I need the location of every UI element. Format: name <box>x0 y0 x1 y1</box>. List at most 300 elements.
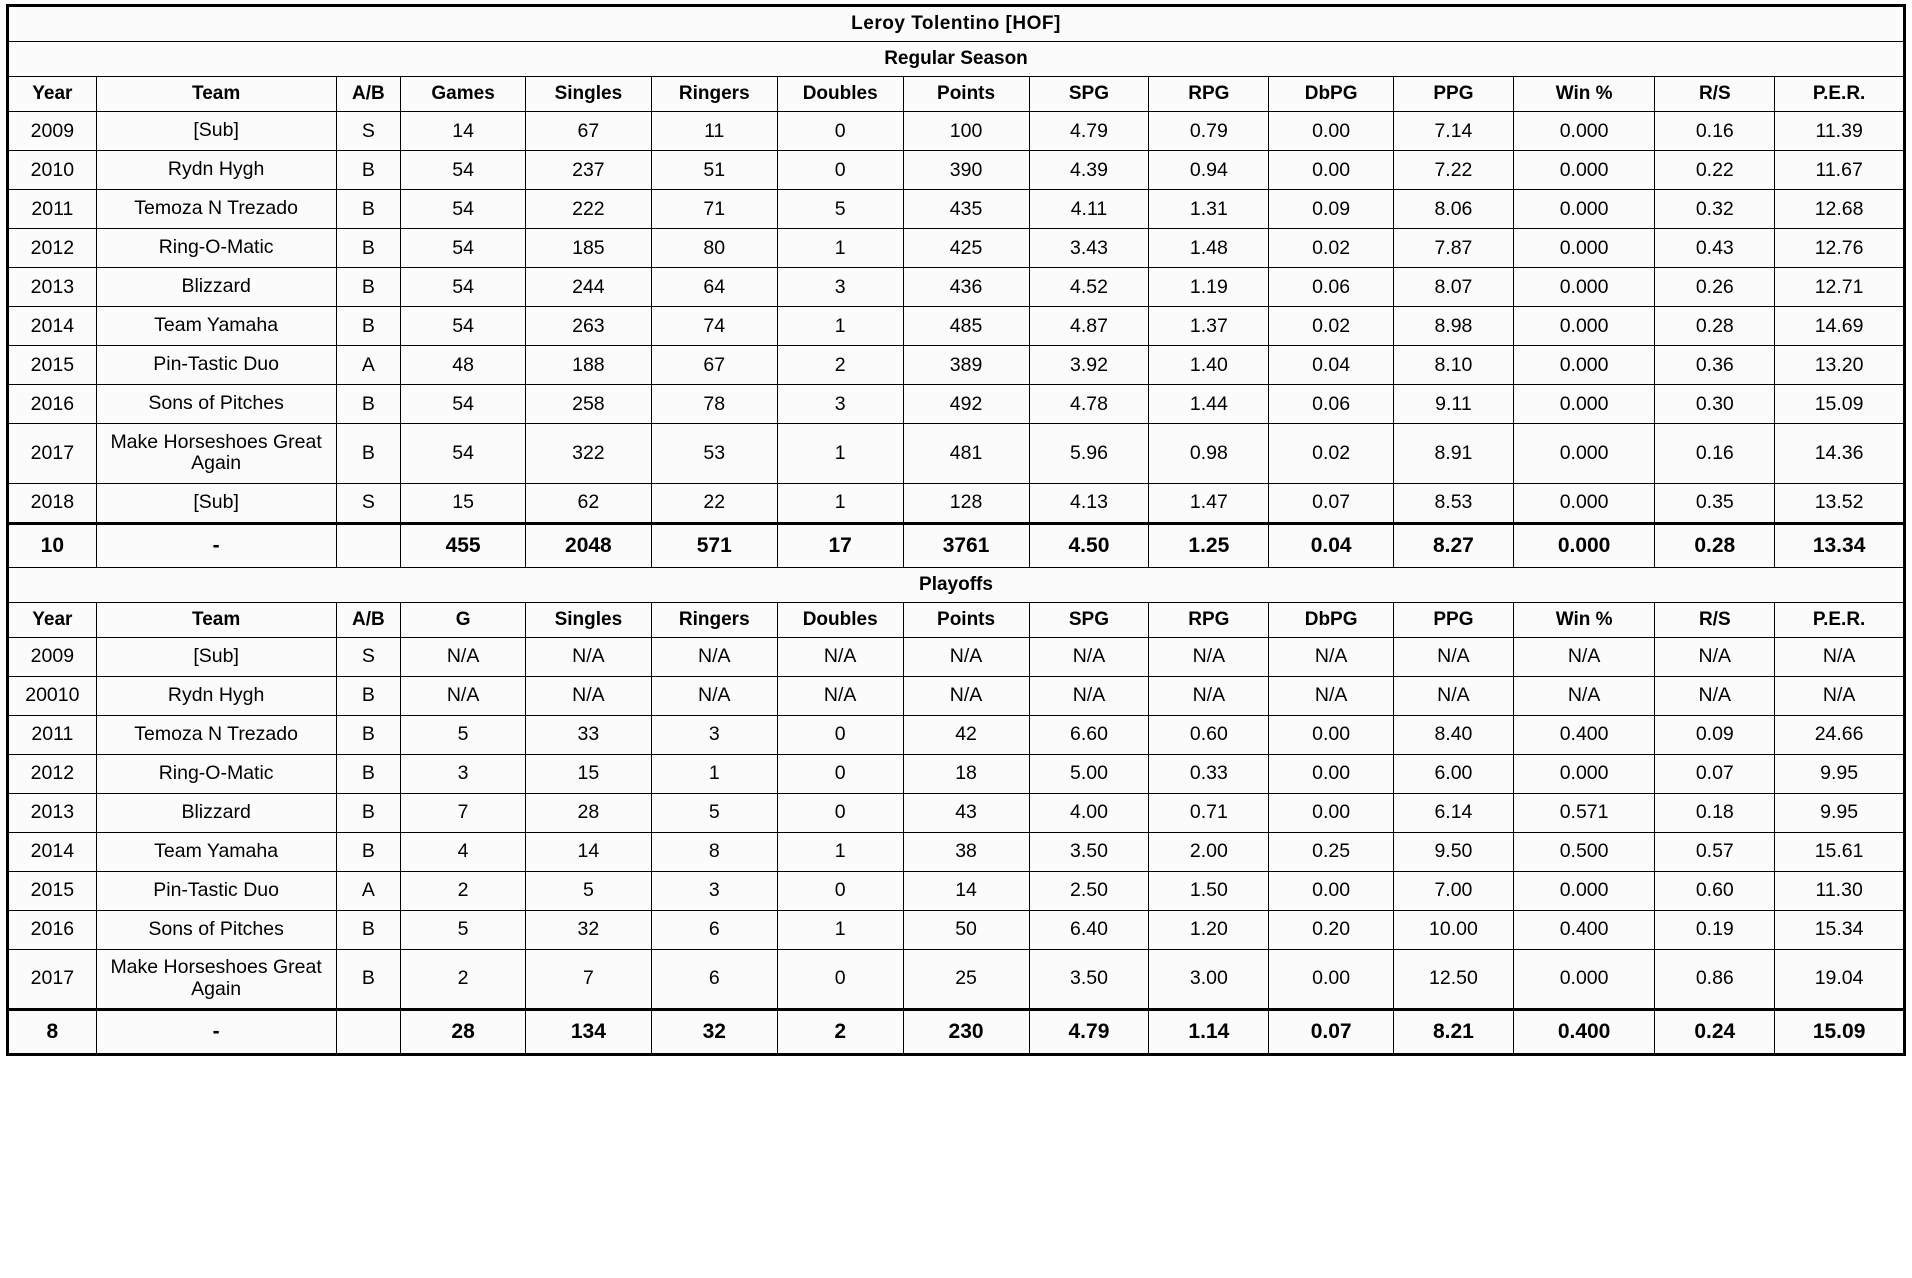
cell-stat: S <box>336 112 401 151</box>
cell-stat: 9.95 <box>1775 754 1905 793</box>
cell-total: 8.21 <box>1393 1010 1513 1055</box>
cell-stat: B <box>336 793 401 832</box>
cell-total: 0.28 <box>1655 523 1775 567</box>
cell-total: 571 <box>651 523 777 567</box>
table-row <box>8 229 1905 268</box>
cell-stat: 1.44 <box>1149 385 1269 424</box>
cell-stat: 1.48 <box>1149 229 1269 268</box>
cell-stat: 100 <box>903 112 1029 151</box>
table-row <box>8 385 1905 424</box>
cell-stat: 0.36 <box>1655 346 1775 385</box>
cell-stat: 1 <box>777 307 903 346</box>
cell-stat: N/A <box>525 676 651 715</box>
cell-stat: 485 <box>903 307 1029 346</box>
cell-stat: B <box>336 832 401 871</box>
cell-stat: 1 <box>777 910 903 949</box>
cell-stat: 8 <box>651 832 777 871</box>
cell-stat: 7.00 <box>1393 871 1513 910</box>
cell-stat: 0.000 <box>1513 346 1654 385</box>
cell-stat: 0.60 <box>1149 715 1269 754</box>
column-header: RPG <box>1149 77 1269 112</box>
column-header: P.E.R. <box>1775 77 1905 112</box>
cell-stat: 4.87 <box>1029 307 1149 346</box>
cell-stat: 12.76 <box>1775 229 1905 268</box>
cell-total: 2048 <box>525 523 651 567</box>
column-header-row <box>8 602 1905 637</box>
cell-stat: 4 <box>401 832 526 871</box>
cell-stat: 0.07 <box>1655 754 1775 793</box>
cell-total: 2 <box>777 1010 903 1055</box>
cell-total: - <box>96 1010 336 1055</box>
cell-total: 17 <box>777 523 903 567</box>
cell-stat: 0.04 <box>1269 346 1394 385</box>
cell-stat: 0.00 <box>1269 112 1394 151</box>
column-header: Games <box>401 77 526 112</box>
cell-stat: 0.16 <box>1655 112 1775 151</box>
cell-stat: 8.40 <box>1393 715 1513 754</box>
cell-stat: 4.79 <box>1029 112 1149 151</box>
cell-stat: 0.000 <box>1513 151 1654 190</box>
cell-year: 2011 <box>8 715 97 754</box>
cell-stat: 0.000 <box>1513 871 1654 910</box>
cell-year: 2013 <box>8 268 97 307</box>
cell-total: 455 <box>401 523 526 567</box>
cell-stat: 5.00 <box>1029 754 1149 793</box>
cell-stat: 3.92 <box>1029 346 1149 385</box>
cell-stat: 5.96 <box>1029 424 1149 484</box>
cell-stat: 5 <box>525 871 651 910</box>
cell-stat: 4.13 <box>1029 483 1149 523</box>
column-header: R/S <box>1655 77 1775 112</box>
cell-stat: 5 <box>401 910 526 949</box>
cell-stat: 53 <box>651 424 777 484</box>
cell-stat: 11 <box>651 112 777 151</box>
table-row <box>8 424 1905 484</box>
cell-total: 0.400 <box>1513 1010 1654 1055</box>
cell-stat: N/A <box>1655 637 1775 676</box>
cell-total: 230 <box>903 1010 1029 1055</box>
cell-stat: 24.66 <box>1775 715 1905 754</box>
cell-stat: N/A <box>651 637 777 676</box>
cell-total: 13.34 <box>1775 523 1905 567</box>
cell-stat: 128 <box>903 483 1029 523</box>
table-row <box>8 190 1905 229</box>
table-row <box>8 151 1905 190</box>
cell-stat: A <box>336 871 401 910</box>
column-header: Doubles <box>777 77 903 112</box>
cell-team: Rydn Hygh <box>96 151 336 190</box>
cell-stat: 0.28 <box>1655 307 1775 346</box>
cell-stat: N/A <box>1029 637 1149 676</box>
cell-stat: 9.50 <box>1393 832 1513 871</box>
cell-stat: 11.67 <box>1775 151 1905 190</box>
column-header: A/B <box>336 77 401 112</box>
cell-stat: 3 <box>651 871 777 910</box>
cell-stat: 32 <box>525 910 651 949</box>
cell-stat: 425 <box>903 229 1029 268</box>
cell-stat: 48 <box>401 346 526 385</box>
cell-stat: 0 <box>777 871 903 910</box>
table-row <box>8 307 1905 346</box>
cell-stat: 1 <box>777 424 903 484</box>
cell-stat: N/A <box>903 637 1029 676</box>
cell-stat: 0.19 <box>1655 910 1775 949</box>
cell-stat: 67 <box>525 112 651 151</box>
cell-stat: 0.02 <box>1269 424 1394 484</box>
cell-stat: N/A <box>1655 676 1775 715</box>
cell-stat: N/A <box>651 676 777 715</box>
cell-stat: 2 <box>401 871 526 910</box>
cell-total: 134 <box>525 1010 651 1055</box>
cell-total: 28 <box>401 1010 526 1055</box>
cell-stat: 6.40 <box>1029 910 1149 949</box>
cell-stat: 12.71 <box>1775 268 1905 307</box>
cell-stat: 0.500 <box>1513 832 1654 871</box>
cell-stat: 0.71 <box>1149 793 1269 832</box>
cell-stat: 0.000 <box>1513 385 1654 424</box>
cell-stat: 0.94 <box>1149 151 1269 190</box>
cell-stat: 0.60 <box>1655 871 1775 910</box>
cell-total: 4.50 <box>1029 523 1149 567</box>
totals-row <box>8 1010 1905 1055</box>
section-header-row <box>8 42 1905 77</box>
column-header: Win % <box>1513 77 1654 112</box>
cell-total: 0.04 <box>1269 523 1394 567</box>
cell-stat: 0.16 <box>1655 424 1775 484</box>
cell-stat: 1.20 <box>1149 910 1269 949</box>
cell-stat: 1.50 <box>1149 871 1269 910</box>
cell-stat: 8.98 <box>1393 307 1513 346</box>
cell-stat: 28 <box>525 793 651 832</box>
cell-stat: 3 <box>401 754 526 793</box>
cell-stat: 0.00 <box>1269 949 1394 1010</box>
cell-stat: 0.000 <box>1513 424 1654 484</box>
cell-stat: 2.50 <box>1029 871 1149 910</box>
table-row <box>8 871 1905 910</box>
cell-stat: 74 <box>651 307 777 346</box>
cell-stat: 7.14 <box>1393 112 1513 151</box>
cell-stat: 0.02 <box>1269 307 1394 346</box>
cell-stat: 0.25 <box>1269 832 1394 871</box>
cell-year: 2012 <box>8 754 97 793</box>
cell-stat: 3 <box>777 268 903 307</box>
table-row <box>8 832 1905 871</box>
cell-stat: 1.31 <box>1149 190 1269 229</box>
column-header: Team <box>96 602 336 637</box>
cell-stat: 38 <box>903 832 1029 871</box>
cell-stat: 54 <box>401 307 526 346</box>
cell-stat: 0.00 <box>1269 754 1394 793</box>
cell-stat: 15.61 <box>1775 832 1905 871</box>
cell-stat: N/A <box>401 676 526 715</box>
column-header: PPG <box>1393 602 1513 637</box>
cell-team: Team Yamaha <box>96 832 336 871</box>
cell-total: 3761 <box>903 523 1029 567</box>
cell-stat: 3.50 <box>1029 832 1149 871</box>
cell-stat: 0.02 <box>1269 229 1394 268</box>
column-header: Points <box>903 602 1029 637</box>
cell-stat: 0.06 <box>1269 268 1394 307</box>
cell-stat: N/A <box>1513 637 1654 676</box>
cell-stat: 0 <box>777 112 903 151</box>
column-header-row <box>8 77 1905 112</box>
cell-stat: B <box>336 754 401 793</box>
cell-stat: 0.22 <box>1655 151 1775 190</box>
cell-team: [Sub] <box>96 112 336 151</box>
column-header: Singles <box>525 77 651 112</box>
cell-stat: 42 <box>903 715 1029 754</box>
cell-year: 2016 <box>8 385 97 424</box>
cell-stat: N/A <box>1393 637 1513 676</box>
cell-stat: 0.79 <box>1149 112 1269 151</box>
cell-year: 2012 <box>8 229 97 268</box>
cell-stat: 0.20 <box>1269 910 1394 949</box>
cell-stat: B <box>336 190 401 229</box>
cell-year: 2018 <box>8 483 97 523</box>
cell-stat: 492 <box>903 385 1029 424</box>
cell-stat: 14 <box>401 112 526 151</box>
cell-stat: 0 <box>777 754 903 793</box>
column-header: PPG <box>1393 77 1513 112</box>
cell-year: 2011 <box>8 190 97 229</box>
cell-stat: 9.95 <box>1775 793 1905 832</box>
table-row <box>8 949 1905 1010</box>
cell-stat: 0.35 <box>1655 483 1775 523</box>
cell-stat: B <box>336 676 401 715</box>
cell-stat: B <box>336 268 401 307</box>
cell-stat: N/A <box>1149 676 1269 715</box>
cell-stat: 0.000 <box>1513 483 1654 523</box>
cell-stat: 12.50 <box>1393 949 1513 1010</box>
cell-stat: S <box>336 637 401 676</box>
cell-stat: 6 <box>651 949 777 1010</box>
section-header-row <box>8 567 1905 602</box>
cell-team: [Sub] <box>96 483 336 523</box>
cell-stat: 54 <box>401 385 526 424</box>
cell-team: Blizzard <box>96 268 336 307</box>
cell-team: Pin-Tastic Duo <box>96 346 336 385</box>
cell-stat: 8.53 <box>1393 483 1513 523</box>
column-header: DbPG <box>1269 77 1394 112</box>
cell-stat: 1 <box>777 229 903 268</box>
cell-stat: N/A <box>1513 676 1654 715</box>
cell-stat: 0.000 <box>1513 307 1654 346</box>
cell-stat: 0 <box>777 715 903 754</box>
cell-stat: 18 <box>903 754 1029 793</box>
cell-stat: 0.400 <box>1513 715 1654 754</box>
cell-stat: 7.22 <box>1393 151 1513 190</box>
cell-team: [Sub] <box>96 637 336 676</box>
cell-stat: N/A <box>401 637 526 676</box>
cell-stat: 11.30 <box>1775 871 1905 910</box>
cell-stat: N/A <box>1269 637 1394 676</box>
cell-year: 2009 <box>8 637 97 676</box>
cell-stat: 51 <box>651 151 777 190</box>
cell-total: - <box>96 523 336 567</box>
cell-stat: 389 <box>903 346 1029 385</box>
cell-stat: 4.11 <box>1029 190 1149 229</box>
cell-stat: 14 <box>903 871 1029 910</box>
column-header: Doubles <box>777 602 903 637</box>
cell-stat: 0.06 <box>1269 385 1394 424</box>
cell-stat: 5 <box>777 190 903 229</box>
cell-stat: 78 <box>651 385 777 424</box>
cell-stat: 14 <box>525 832 651 871</box>
cell-stat: 0.26 <box>1655 268 1775 307</box>
column-header: G <box>401 602 526 637</box>
cell-stat: 0.18 <box>1655 793 1775 832</box>
cell-stat: 5 <box>401 715 526 754</box>
cell-stat: N/A <box>1775 676 1905 715</box>
cell-stat: 0.00 <box>1269 715 1394 754</box>
cell-stat: 0.43 <box>1655 229 1775 268</box>
cell-stat: 14.36 <box>1775 424 1905 484</box>
cell-team: Team Yamaha <box>96 307 336 346</box>
cell-stat: 0.07 <box>1269 483 1394 523</box>
cell-stat: 0.32 <box>1655 190 1775 229</box>
cell-stat: 481 <box>903 424 1029 484</box>
cell-stat: 6.00 <box>1393 754 1513 793</box>
cell-stat: 0.86 <box>1655 949 1775 1010</box>
column-header: Ringers <box>651 77 777 112</box>
cell-stat: 4.78 <box>1029 385 1149 424</box>
cell-stat: 15.34 <box>1775 910 1905 949</box>
cell-stat: 71 <box>651 190 777 229</box>
cell-stat: N/A <box>1775 637 1905 676</box>
cell-stat: 0.000 <box>1513 949 1654 1010</box>
cell-stat: 435 <box>903 190 1029 229</box>
cell-stat: 0.000 <box>1513 754 1654 793</box>
cell-year: 2010 <box>8 151 97 190</box>
cell-stat: 54 <box>401 268 526 307</box>
cell-total: 1.14 <box>1149 1010 1269 1055</box>
cell-stat: N/A <box>1393 676 1513 715</box>
cell-stat: 6 <box>651 910 777 949</box>
cell-stat: 64 <box>651 268 777 307</box>
cell-stat: N/A <box>1269 676 1394 715</box>
column-header: R/S <box>1655 602 1775 637</box>
cell-stat: 9.11 <box>1393 385 1513 424</box>
cell-stat: 258 <box>525 385 651 424</box>
cell-stat: 0.98 <box>1149 424 1269 484</box>
cell-stat: 1 <box>651 754 777 793</box>
cell-total: 1.25 <box>1149 523 1269 567</box>
cell-stat: 3.50 <box>1029 949 1149 1010</box>
cell-stat: 3 <box>777 385 903 424</box>
cell-stat: 50 <box>903 910 1029 949</box>
cell-total: 15.09 <box>1775 1010 1905 1055</box>
table-row <box>8 112 1905 151</box>
cell-stat: 7 <box>525 949 651 1010</box>
cell-team: Make Horseshoes Great Again <box>96 424 336 484</box>
cell-stat: S <box>336 483 401 523</box>
cell-stat: 0.00 <box>1269 871 1394 910</box>
cell-stat: B <box>336 229 401 268</box>
cell-stat: B <box>336 424 401 484</box>
cell-stat: 436 <box>903 268 1029 307</box>
cell-stat: 7.87 <box>1393 229 1513 268</box>
cell-stat: N/A <box>777 676 903 715</box>
cell-stat: B <box>336 151 401 190</box>
cell-stat: N/A <box>525 637 651 676</box>
cell-stat: 0 <box>777 793 903 832</box>
cell-stat: 67 <box>651 346 777 385</box>
cell-stat: 2.00 <box>1149 832 1269 871</box>
cell-stat: 0.000 <box>1513 229 1654 268</box>
cell-stat: 188 <box>525 346 651 385</box>
column-header: A/B <box>336 602 401 637</box>
cell-stat: 263 <box>525 307 651 346</box>
cell-stat: 0 <box>777 949 903 1010</box>
cell-stat: 2 <box>401 949 526 1010</box>
cell-stat: 1.47 <box>1149 483 1269 523</box>
cell-stat: 54 <box>401 424 526 484</box>
cell-year: 2014 <box>8 832 97 871</box>
totals-row <box>8 523 1905 567</box>
cell-total: 10 <box>8 523 97 567</box>
cell-stat: N/A <box>903 676 1029 715</box>
cell-total <box>336 1010 401 1055</box>
cell-stat: 2 <box>777 346 903 385</box>
cell-stat: 0.571 <box>1513 793 1654 832</box>
column-header: Year <box>8 77 97 112</box>
cell-stat: 43 <box>903 793 1029 832</box>
cell-team: Sons of Pitches <box>96 385 336 424</box>
cell-stat: 0.000 <box>1513 190 1654 229</box>
cell-stat: 1.40 <box>1149 346 1269 385</box>
cell-stat: N/A <box>1029 676 1149 715</box>
cell-team: Ring-O-Matic <box>96 229 336 268</box>
cell-stat: 0.00 <box>1269 793 1394 832</box>
cell-stat: 4.00 <box>1029 793 1149 832</box>
cell-stat: 0.400 <box>1513 910 1654 949</box>
cell-stat: 4.39 <box>1029 151 1149 190</box>
cell-total: 4.79 <box>1029 1010 1149 1055</box>
table-row <box>8 346 1905 385</box>
cell-stat: 185 <box>525 229 651 268</box>
page-title: Leroy Tolentino [HOF] <box>8 6 1905 42</box>
cell-stat: 33 <box>525 715 651 754</box>
column-header: SPG <box>1029 77 1149 112</box>
cell-year: 2015 <box>8 346 97 385</box>
cell-stat: B <box>336 715 401 754</box>
cell-total: 32 <box>651 1010 777 1055</box>
cell-stat: 15.09 <box>1775 385 1905 424</box>
cell-year: 20010 <box>8 676 97 715</box>
cell-stat: 0 <box>777 151 903 190</box>
table-row <box>8 676 1905 715</box>
cell-stat: 1 <box>777 832 903 871</box>
cell-team: Temoza N Trezado <box>96 715 336 754</box>
cell-year: 2015 <box>8 871 97 910</box>
cell-total: 8 <box>8 1010 97 1055</box>
cell-stat: 1.19 <box>1149 268 1269 307</box>
cell-stat: 19.04 <box>1775 949 1905 1010</box>
cell-total: 0.07 <box>1269 1010 1394 1055</box>
column-header: Team <box>96 77 336 112</box>
cell-total <box>336 523 401 567</box>
cell-total: 0.000 <box>1513 523 1654 567</box>
cell-stat: 8.07 <box>1393 268 1513 307</box>
cell-stat: 0.000 <box>1513 112 1654 151</box>
cell-year: 2017 <box>8 424 97 484</box>
cell-stat: 13.52 <box>1775 483 1905 523</box>
table-row <box>8 715 1905 754</box>
cell-stat: 7 <box>401 793 526 832</box>
column-header: SPG <box>1029 602 1149 637</box>
cell-stat: A <box>336 346 401 385</box>
cell-stat: 5 <box>651 793 777 832</box>
